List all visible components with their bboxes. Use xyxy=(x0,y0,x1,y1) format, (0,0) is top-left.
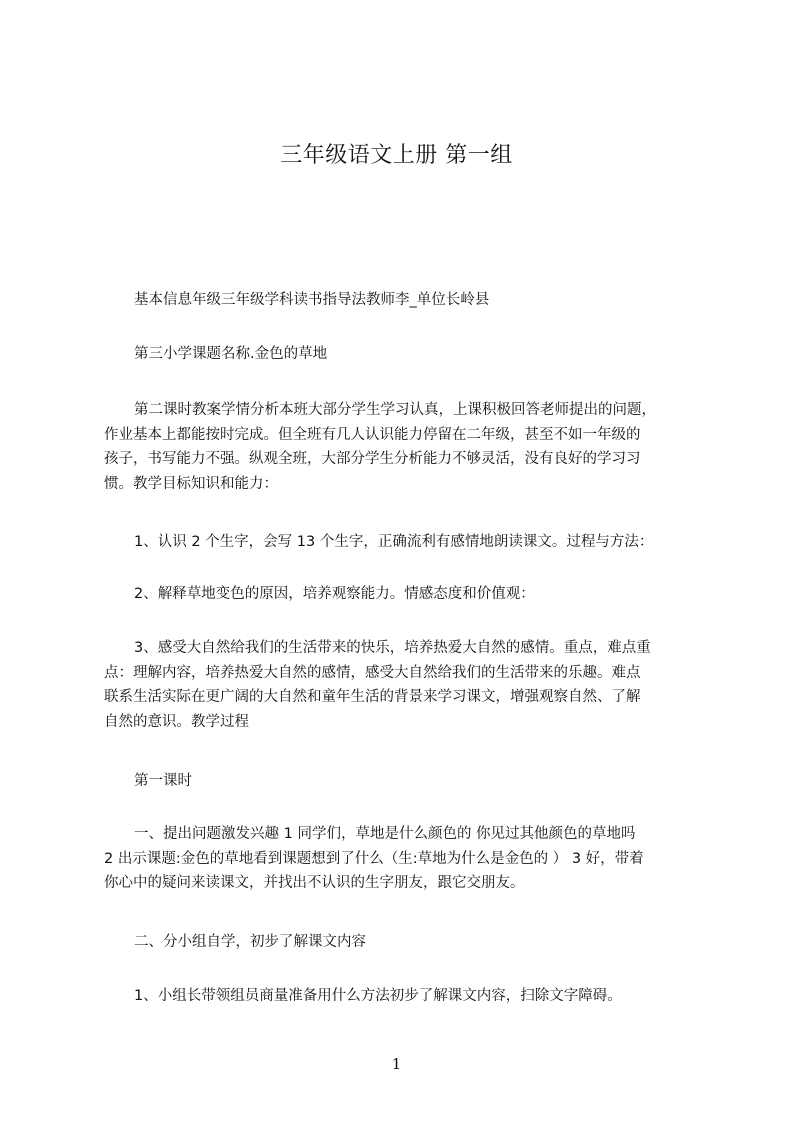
text-line: 2 出示课题:金色的草地看到课题想到了什么（生:草地为什么是金色的 ） 3 好，带着 xyxy=(104,850,644,867)
text-line: 第一课时 xyxy=(134,773,192,789)
paragraph-step-2-item-1 xyxy=(104,984,700,1009)
text-line: 1、小组长带领组员商量准备用什么方法初步了解课文内容，扫除文字障碍。 xyxy=(134,988,622,1004)
text-line: 二、分小组自学，初步了解课文内容 xyxy=(134,934,366,950)
text-line: 你心中的疑问来读课文，并找出不认识的生字朋友，跟它交朋友。 xyxy=(104,875,525,891)
text-line: 3、感受大自然给我们的生活带来的快乐，培养热爱大自然的感情。重点，难点重 xyxy=(134,640,651,656)
paragraph-objective-2 xyxy=(104,582,700,607)
paragraph-objective-1 xyxy=(104,530,700,555)
text-line: 一、提出问题激发兴趣 1 同学们，草地是什么颜色的 你见过其他颜色的草地吗 xyxy=(134,826,636,842)
text-line: 作业基本上都能按时完成。但全班有几人认识能力停留在二年级，甚至不如一年级的 xyxy=(104,426,641,443)
text-line: 孩子，书写能力不强。纵观全班，大部分学生分析能力不够灵活，没有良好的学习习 xyxy=(104,451,641,467)
paragraph-lesson-title xyxy=(104,342,700,367)
text-line: 基本信息年级三年级学科读书指导法教师李_单位长岭县 xyxy=(134,292,490,308)
paragraph-step-2 xyxy=(104,930,700,955)
text-line: 点：理解内容，培养热爱大自然的感情，感受大自然给我们的生活带来的乐趣。难点 xyxy=(104,664,641,681)
paragraph-step-1 xyxy=(104,822,700,896)
paragraph-basic-info xyxy=(104,288,700,313)
text-line: 第二课时教案学情分析本班大部分学生学习认真，上课积极回答老师提出的问题， xyxy=(134,402,656,418)
document-title: 三年级语文上册 第一组 xyxy=(280,143,513,168)
text-line: 惯。教学目标知识和能力： xyxy=(104,475,278,492)
paragraph-student-analysis xyxy=(104,398,700,496)
page-number: 1 xyxy=(391,1055,402,1073)
paragraph-objective-3 xyxy=(104,636,700,734)
text-line: 联系生活实际在更广阔的大自然和童年生活的背景来学习课文，增强观察自然、了解 xyxy=(104,689,641,705)
text-line: 自然的意识。教学过程 xyxy=(104,713,249,730)
text-line: 第三小学课题名称.金色的草地 xyxy=(134,346,328,362)
paragraph-first-lesson xyxy=(104,769,700,794)
text-line: 1、认识 2 个生字，会写 13 个生字，正确流利有感情地朗读课文。过程与方法： xyxy=(134,534,654,550)
text-line: 2、解释草地变色的原因，培养观察能力。情感态度和价值观： xyxy=(134,586,535,602)
